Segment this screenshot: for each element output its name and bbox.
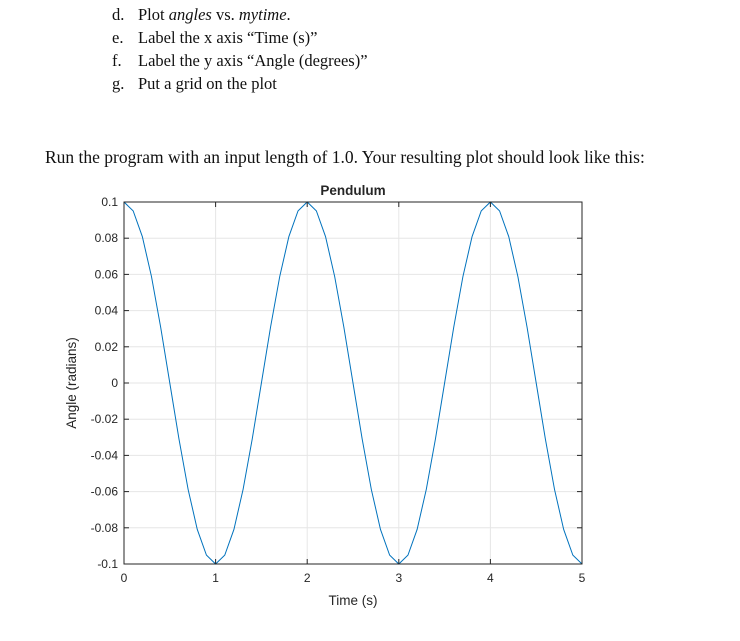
instruction-marker: e. xyxy=(112,28,124,47)
y-tick-label: 0.08 xyxy=(94,231,118,246)
intro-text: Run the program with an input length of 1.0. Your resulting plot should look like this: xyxy=(45,147,645,167)
y-tick-label: -0.08 xyxy=(90,520,118,535)
x-tick-label: 0 xyxy=(120,571,128,585)
x-tick-label: 1 xyxy=(212,571,219,585)
instruction-marker: d. xyxy=(112,5,125,24)
y-tick-label: -0.02 xyxy=(90,412,118,427)
y-tick-label: 0.02 xyxy=(94,339,118,354)
instruction-text: . xyxy=(286,5,291,24)
x-tick-label: 3 xyxy=(395,571,403,585)
y-tick-label: 0.06 xyxy=(94,267,118,282)
chart-title: Pendulum xyxy=(320,183,386,198)
instruction-text: Label the y axis “Angle (degrees)” xyxy=(138,51,368,70)
y-axis-label: Angle (radians) xyxy=(64,337,79,429)
instruction-text: mytime xyxy=(238,5,287,24)
x-tick-label: 4 xyxy=(487,571,494,585)
x-axis-label: Time (s) xyxy=(328,593,378,608)
instruction-text: Put a grid on the plot xyxy=(138,74,277,93)
y-tick-label: 0 xyxy=(111,376,118,390)
y-tick-label: -0.04 xyxy=(90,448,118,463)
x-tick-label: 2 xyxy=(303,571,311,585)
y-tick-label: 0.1 xyxy=(101,195,118,209)
instruction-marker: f. xyxy=(112,51,122,70)
instruction-text: angles xyxy=(168,5,212,24)
y-tick-label: -0.1 xyxy=(97,557,118,571)
instruction-marker: g. xyxy=(112,74,125,93)
instruction-text: vs. xyxy=(211,5,239,24)
instruction-text: Plot xyxy=(138,5,169,24)
x-tick-label: 5 xyxy=(578,571,586,585)
instruction-text: Label the x axis “Time (s)” xyxy=(138,28,318,47)
y-tick-label: 0.04 xyxy=(94,303,118,318)
y-tick-label: -0.06 xyxy=(90,484,118,499)
